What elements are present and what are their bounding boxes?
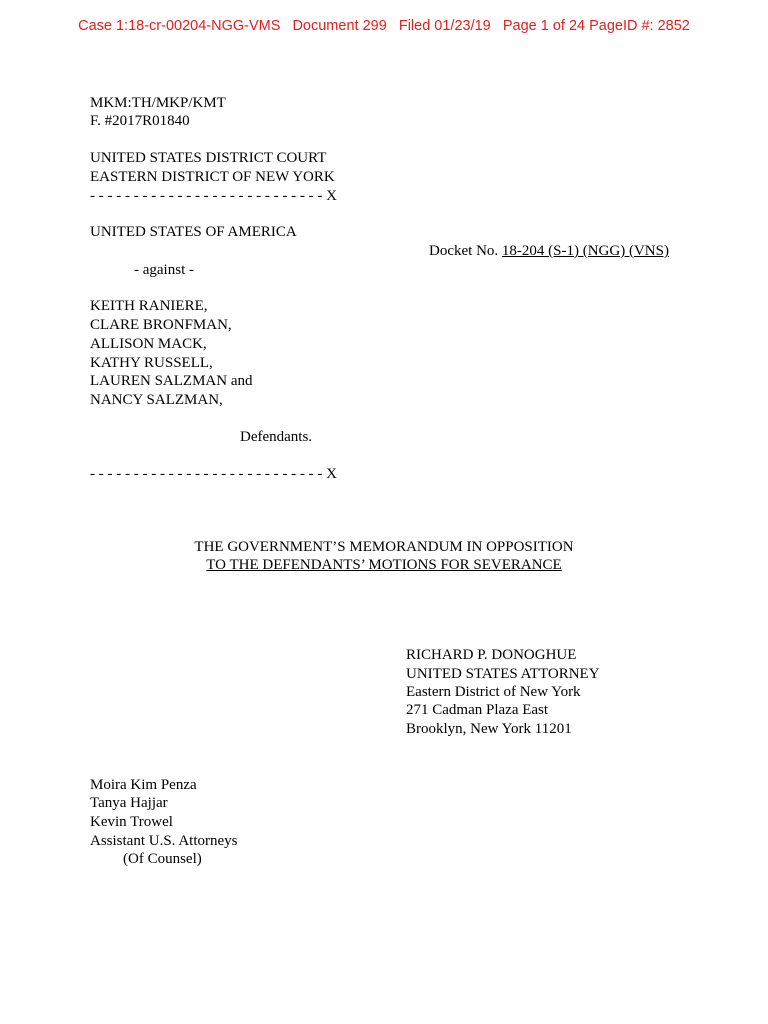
defendant-item: CLARE BRONFMAN,	[90, 317, 232, 333]
defendant-item: ALLISON MACK,	[90, 336, 207, 352]
attorney-name: RICHARD P. DONOGHUE	[406, 647, 577, 663]
document-title-line1: THE GOVERNMENT’S MEMORANDUM IN OPPOSITION	[194, 539, 574, 555]
caption-separator-top: - - - - - - - - - - - - - - - - - - - - - - - - - - - X	[90, 188, 337, 204]
court-name: UNITED STATES DISTRICT COURT	[90, 150, 327, 166]
file-number: F. #2017R01840	[90, 113, 190, 129]
court-district: EASTERN DISTRICT OF NEW YORK	[90, 169, 335, 185]
counsel-name: Tanya Hajjar	[90, 795, 168, 811]
defendant-item: NANCY SALZMAN,	[90, 392, 223, 408]
of-counsel-label: (Of Counsel)	[123, 851, 202, 867]
counsel-name: Kevin Trowel	[90, 814, 173, 830]
defendant-item: LAUREN SALZMAN and	[90, 373, 253, 389]
ecf-header-stamp: Case 1:18-cr-00204-NGG-VMS Document 299 Filed 01/23/19 Page 1 of 24 PageID #: 2852	[78, 18, 690, 34]
file-initials: MKM:TH/MKP/KMT	[90, 95, 226, 111]
counsel-title: Assistant U.S. Attorneys	[90, 833, 238, 849]
document-title-line2	[0, 556, 768, 574]
defendants-label: Defendants.	[240, 429, 313, 445]
defendant-item: KATHY RUSSELL,	[90, 355, 213, 371]
docket-label: Docket No.	[429, 243, 502, 259]
attorney-street: 271 Cadman Plaza East	[406, 702, 549, 718]
attorney-city: Brooklyn, New York 11201	[406, 721, 572, 737]
docket-number	[429, 242, 669, 261]
attorney-district: Eastern District of New York	[406, 684, 581, 700]
document-title-line2-text: TO THE DEFENDANTS’ MOTIONS FOR SEVERANCE	[206, 557, 562, 573]
counsel-name: Moira Kim Penza	[90, 777, 197, 793]
attorney-title: UNITED STATES ATTORNEY	[406, 666, 600, 682]
docket-value: 18-204 (S-1) (NGG) (VNS)	[501, 243, 669, 259]
caption-separator-bottom: - - - - - - - - - - - - - - - - - - - - - - - - - - - X	[90, 466, 337, 482]
defendant-item: KEITH RANIERE,	[90, 298, 208, 314]
against-label: - against -	[134, 262, 194, 278]
plaintiff-name: UNITED STATES OF AMERICA	[90, 224, 297, 240]
